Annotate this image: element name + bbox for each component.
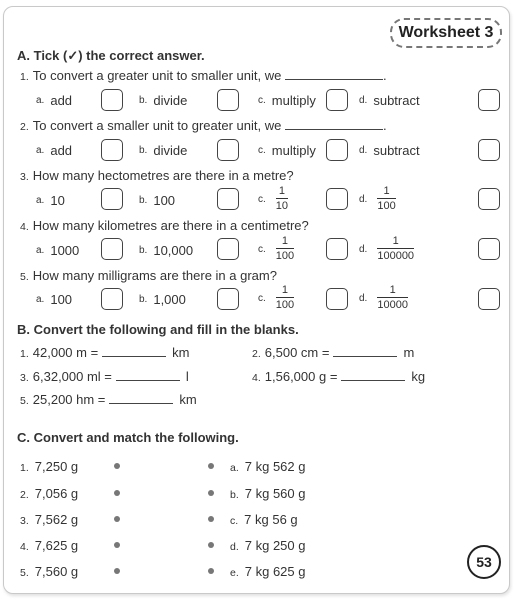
tick-box[interactable] [217, 139, 239, 161]
option-b: b. 1,000 [139, 292, 186, 307]
option-b: b. divide [139, 93, 188, 108]
fill-item-1: 1. 42,000 m = km [20, 345, 190, 360]
tick-box[interactable] [478, 188, 500, 210]
fill-blank[interactable] [116, 371, 180, 381]
match-right-d: d. 7 kg 250 g [230, 538, 306, 553]
option-d: d. $\frac{1}{100000}$ [359, 235, 415, 262]
tick-box[interactable] [101, 188, 123, 210]
page-number: 53 [467, 545, 501, 579]
option-c: c. multiply [258, 93, 316, 108]
tick-box[interactable] [478, 238, 500, 260]
tick-box[interactable] [326, 139, 348, 161]
option-a: a. 10 [36, 193, 65, 208]
match-dot-right[interactable] [208, 568, 214, 574]
tick-box[interactable] [101, 238, 123, 260]
match-left-1: 1. 7,250 g [20, 459, 79, 474]
fill-blank[interactable] [102, 347, 166, 357]
option-a: a. add [36, 143, 73, 158]
match-right-e: e. 7 kg 625 g [230, 564, 306, 579]
match-right-c: c. 7 kg 56 g [230, 512, 298, 527]
question-3: 3. How many hectometres are there in a metre? [20, 168, 294, 183]
fill-blank[interactable] [341, 371, 405, 381]
option-c: c. $\frac{1}{10}$ [258, 185, 289, 212]
section-a-heading: A. Tick (✓) the correct answer. [17, 48, 205, 63]
fraction: $\frac{1}{10}$ [275, 185, 289, 212]
option-c: c. $\frac{1}{100}$ [258, 235, 295, 262]
fill-item-4: 4. 1,56,000 g = kg [252, 369, 426, 384]
question-4: 4. How many kilometres are there in a centimetre? [20, 218, 309, 233]
question-5: 5. How many milligrams are there in a gram? [20, 268, 277, 283]
tick-box[interactable] [217, 288, 239, 310]
fraction: $\frac{1}{10000}$ [377, 284, 408, 311]
tick-box[interactable] [326, 238, 348, 260]
fill-item-3: 3. 6,32,000 ml = l [20, 369, 189, 384]
question-end: . [382, 68, 387, 83]
tick-box[interactable] [326, 89, 348, 111]
match-dot-left[interactable] [114, 542, 120, 548]
option-a: a. 1000 [36, 243, 80, 258]
fraction: $\frac{1}{100000}$ [377, 235, 415, 262]
tick-box[interactable] [101, 288, 123, 310]
question-1 [20, 68, 387, 83]
match-left-3: 3. 7,562 g [20, 512, 79, 527]
option-c: c. multiply [258, 143, 316, 158]
worksheet-title: Worksheet 3 [390, 18, 502, 48]
fill-item-5: 5. 25,200 hm = km [20, 392, 197, 407]
match-dot-right[interactable] [208, 490, 214, 496]
option-b: b. 100 [139, 193, 176, 208]
match-left-4: 4. 7,625 g [20, 538, 79, 553]
tick-box[interactable] [217, 188, 239, 210]
question-number: 1. [20, 71, 29, 83]
fraction: $\frac{1}{100}$ [275, 284, 295, 311]
section-b-heading: B. Convert the following and fill in the blanks. [17, 322, 299, 337]
tick-box[interactable] [478, 288, 500, 310]
question-text: To convert a greater unit to smaller unit, we [32, 68, 282, 83]
match-dot-left[interactable] [114, 490, 120, 496]
fraction: $\frac{1}{100}$ [275, 235, 295, 262]
option-c: c. $\frac{1}{100}$ [258, 284, 295, 311]
tick-box[interactable] [478, 89, 500, 111]
section-c-heading: C. Convert and match the following. [17, 430, 239, 445]
option-d: d. $\frac{1}{10000}$ [359, 284, 408, 311]
answer-blank[interactable] [285, 120, 383, 130]
fill-blank[interactable] [109, 394, 173, 404]
option-b: b. divide [139, 143, 188, 158]
fraction: $\frac{1}{100}$ [377, 185, 396, 212]
answer-blank[interactable] [285, 70, 383, 80]
match-dot-right[interactable] [208, 542, 214, 548]
match-dot-right[interactable] [208, 516, 214, 522]
tick-box[interactable] [478, 139, 500, 161]
match-left-5: 5. 7,560 g [20, 564, 79, 579]
tick-box[interactable] [326, 288, 348, 310]
option-d: d. subtract [359, 143, 420, 158]
match-dot-left[interactable] [114, 463, 120, 469]
tick-box[interactable] [101, 89, 123, 111]
match-dot-right[interactable] [208, 463, 214, 469]
fill-blank[interactable] [333, 347, 397, 357]
worksheet-page [3, 6, 510, 594]
match-dot-left[interactable] [114, 568, 120, 574]
tick-box[interactable] [217, 89, 239, 111]
option-b: b. 10,000 [139, 243, 194, 258]
option-a: a. add [36, 93, 73, 108]
tick-box[interactable] [326, 188, 348, 210]
match-right-a: a. 7 kg 562 g [230, 459, 306, 474]
match-left-2: 2. 7,056 g [20, 486, 79, 501]
tick-box[interactable] [217, 238, 239, 260]
option-a: a. 100 [36, 292, 73, 307]
match-right-b: b. 7 kg 560 g [230, 486, 306, 501]
option-d: d. $\frac{1}{100}$ [359, 185, 396, 212]
tick-box[interactable] [101, 139, 123, 161]
fill-item-2: 2. 6,500 cm = m [252, 345, 415, 360]
option-d: d. subtract [359, 93, 420, 108]
question-2: 2. To convert a smaller unit to greater unit, we . [20, 118, 387, 133]
match-dot-left[interactable] [114, 516, 120, 522]
